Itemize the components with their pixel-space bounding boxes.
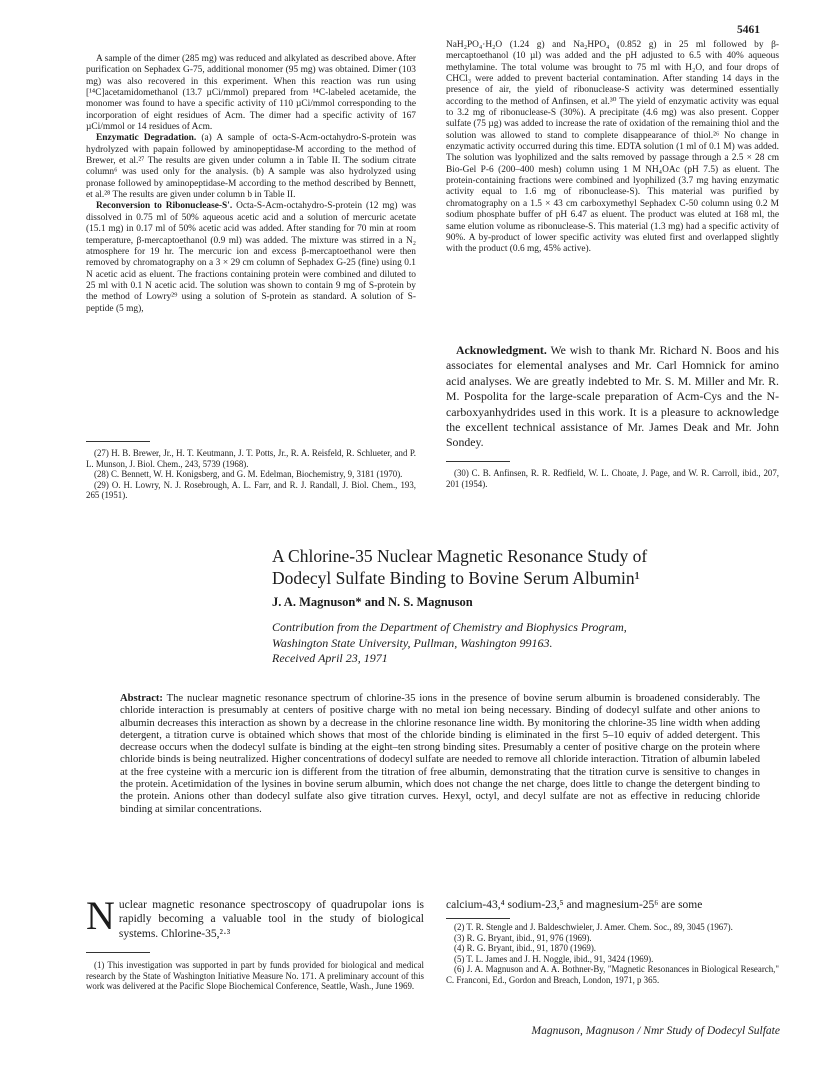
left-paragraph-1: A sample of the dimer (285 mg) was reduced and alkylated as described above. After purification on Sephadex G-75, additional monomer (95 mg) was obtained. Dimer (103 mg) was also recovered in this experiment. When this reaction was run using [¹⁴C]acetamidomethanol (13.7 µCi/mmol) prepared from ¹⁴C-labeled acetamide, the monomer was found to have a specific activity of 110 µCi/mmol corresponding to the incorporation of eight residues of Acm. The dimer had a specific activity of 167 µCi/mmol or 14 residues of Acm. <box>86 54 416 133</box>
footnote-28: (28) C. Bennett, W. H. Konigsberg, and G. M. Edelman, Biochemistry, 9, 3181 (1970). <box>94 469 403 480</box>
acknowledgment-block <box>446 343 779 451</box>
enzymatic-degradation-paragraph <box>86 133 416 201</box>
footnote-4: (4) R. G. Bryant, ibid., 91, 1870 (1969). <box>454 943 596 954</box>
affiliation-line-1: Contribution from the Department of Chemistry and Biophysics Program, <box>272 620 627 634</box>
footnote-30: (30) C. B. Anfinsen, R. R. Redfield, W. L. Choate, J. Page, and W. R. Carroll, ibid., 207, 201 (1954). <box>446 468 779 489</box>
footnote-rule-intro-right <box>446 918 510 919</box>
drop-cap: N <box>86 893 115 938</box>
footnote-1: (1) This investigation was supported in part by funds provided for biological and medical research by the State of Washington Initiative Measure No. 171. A preliminary account of this work was delivered at the Pacific Slope Biochemical Conference, Seattle, Wash., June 1969. <box>86 960 424 992</box>
affiliation-line-2: Washington State University, Pullman, Washington 99163. <box>272 635 553 650</box>
footnote-rule-right <box>446 461 510 462</box>
right-column <box>446 40 779 256</box>
left-column <box>86 54 416 315</box>
running-footer: Magnuson, Magnuson / Nmr Study of Dodecyl Sulfate <box>531 1025 780 1037</box>
page-number: 5461 <box>737 24 760 36</box>
intro-right-footnotes <box>446 922 779 986</box>
article-title-line-1: A Chlorine-35 Nuclear Magnetic Resonance Study of <box>272 546 648 566</box>
enzymatic-degradation-heading: Enzymatic Degradation. <box>96 133 197 144</box>
right-paragraph-1: NaH₂PO₄·H₂O (1.24 g) and Na₂HPO₄ (0.852 g) in 25 ml followed by β-mercaptoethanol (10 µl) was added and the pH adjusted to 6.5 with 40% aqueous methylamine. The total volume was brought to 75 ml with H₂O, and four drops of CHCl₃ were added to prevent bacterial contamination. After standing 14 days in the presence of air, the yield of ribonuclease-S activity was determined essentially according to the method of Anfinsen, et al.³⁰ The yield of enzymatic activity was equal to 3.2 mg of ribonuclease-S (30%). A precipitate (4.6 mg) was also present. Copper sulfate (75 µg) was added to increase the rate of oxidation of the remaining thiol and the solution was allowed to stand to complete disappearance of thiol.²⁶ No change in enzymatic activity occurred during this time. EDTA solution (1 ml of 0.1 M) was added. The solution was lyophilized and the salts removed by passage through a 2.5 × 28 cm Bio-Gel P-6 (200–400 mesh) column using 1 M NH₄OAc (pH 7.5) as eluent. The protein-containing fractions were combined and lyophilized (3.7 mg having enzymatic activity equal to 1.6 mg of ribonuclease-S). This material was purified by chromatography on a 1.5 × 43 cm carboxymethyl Sephadex C-50 column using 0.2 M sodium phosphate buffer of pH 6.47 as eluent. The product was eluted at 168 ml, the same elution volume as ribonuclease-S. This material (1.3 mg) had a specific activity of 90%. A by-product of lower specific activity was eluted first and overlapped slightly with the product (0.6 mg, 45% active). <box>446 40 779 255</box>
footnote-3: (3) R. G. Bryant, ibid., 91, 976 (1969). <box>454 932 592 943</box>
intro-footnote <box>86 960 424 992</box>
footnote-rule-intro <box>86 952 150 953</box>
article-authors: J. A. Magnuson* and N. S. Magnuson <box>272 595 473 609</box>
article-affiliation <box>272 620 732 667</box>
footnote-29: (29) O. H. Lowry, N. J. Rosebrough, A. L. Farr, and R. J. Randall, J. Biol. Chem., 193, 265 (1951). <box>86 479 416 501</box>
abstract-text: The nuclear magnetic resonance spectrum of chlorine-35 ions in the presence of bovine serum albumin is broadened considerably. The chloride interaction is presumably at centers of positive charge with no metal ion being necessary. Binding of dodecyl sulfate and other anions to albumin decreases this interaction as shown by a decrease in the chlorine resonance line width. By monitoring the chlorine-35 line width when adding detergent, a titration curve is obtained which shows that most of the chloride binding is eliminated in the first 5–10 equiv of added detergent. This decrease occurs when the dodecyl sulfate is binding at the eight–ten strong binding sites. Presumably a center of positive charge on the protein where chloride binds is being neutralized. Higher concentrations of dodecyl sulfate are needed to remove all chloride interaction. Titration of albumin labeled at the free cysteine with a mercuric ion is different from the titration of free albumin, demonstrating that the titration curve is sensitive to changes in the protein. Acetimidation of the lysines in bovine serum albumin, which does not change the net charge, does little to change the detergent binding to the protein. Anions other than dodecyl sulfate also give titration curves. Hexyl, octyl, and decyl sulfate are not as effective in reducing chloride binding at similar concentrations. <box>120 693 760 815</box>
acknowledgment-heading: Acknowledgment. <box>456 343 547 357</box>
abstract-label: Abstract: <box>120 693 163 704</box>
footnote-2: (2) T. R. Stengle and J. Baldeschwieler, J. Amer. Chem. Soc., 89, 3045 (1967). <box>454 922 733 932</box>
footnote-rule-left <box>86 441 150 442</box>
reconversion-paragraph <box>86 201 416 314</box>
right-footnotes <box>446 468 779 489</box>
footnote-27: (27) H. B. Brewer, Jr., H. T. Keutmann, J. T. Potts, Jr., R. A. Reisfeld, R. Schlueter, and P. L. Munson, J. Biol. Chem., 243, 5739 (1968). <box>86 448 416 469</box>
introduction-continued: calcium-43,⁴ sodium-23,⁵ and magnesium-25⁶ are some <box>446 899 703 911</box>
abstract <box>120 693 760 816</box>
introduction <box>86 893 424 941</box>
article-title-line-2: Dodecyl Sulfate Binding to Bovine Serum Albumin¹ <box>272 568 640 588</box>
reconversion-heading: Reconversion to Ribonuclease-S'. <box>96 201 233 212</box>
footnote-5: (5) T. L. James and J. H. Noggle, ibid., 91, 3424 (1969). <box>454 953 654 964</box>
acknowledgment-text: We wish to thank Mr. Richard N. Boos and his associates for elemental analyses and Mr. Carl Homnick for amino acid analyses. We are greatly indebted to Mr. S. M. Miller and Mr. R. M. Pospolita for the large-scale preparation of Acm-Cys and the N-carboxyanhydrides used in this work. It is a pleasure to acknowledge the excellent technical assistance of Mr. James Deak and Mr. John Sondey. <box>446 343 779 450</box>
article-title <box>272 545 792 589</box>
reconversion-text: Octa-S-Acm-octahydro-S-protein (12 mg) was dissolved in 0.75 ml of 50% aqueous acetic acid and a solution of mercuric acetate (15.1 mg) in 0.17 ml of 50% acetic acid was added. After standing for 70 min at room temperature, β-mercaptoethanol (0.9 ml) was added. The mixture was stirred in a N₂ atmosphere for 19 hr. The mercuric ion and excess β-mercaptoethanol were then removed by chromatography on a 3 × 29 cm column of Sephadex G-25 (fine) using 0.1 N acetic acid as eluent. The fractions containing protein were combined and diluted to 25 ml with 0.1 N acetic acid. The solution was shown to contain 9 mg of S-protein by the method of Lowry²⁹ using a solution of S-protein as standard. A solution of S-peptide (5 mg), <box>86 201 416 314</box>
left-footnotes <box>86 448 416 501</box>
acknowledgment-paragraph <box>446 343 779 451</box>
footnote-6: (6) J. A. Magnuson and A. A. Bothner-By, "Magnetic Resonances in Biological Research," C. Franconi, Ed., Gordon and Breach, London, 1971, p 365. <box>446 964 779 985</box>
introduction-text: uclear magnetic resonance spectroscopy of quadrupolar ions is rapidly becoming a valuable tool in the study of biological systems. Chlorine-35,²·³ <box>118 899 424 940</box>
received-date: Received April 23, 1971 <box>272 651 388 665</box>
enzymatic-degradation-text: (a) A sample of octa-S-Acm-octahydro-S-protein was hydrolyzed with papain followed by aminopeptidase-M according to the method of Brewer, et al.²⁷ The results are given under column a in Table II. The sodium citrate column⁶ was used only for the analysis. (b) A sample was also hydrolyzed using pronase followed by aminopeptidase-M according to the method described by Bennett, et al.²⁸ The results are given under column b in Table II. <box>86 133 417 201</box>
